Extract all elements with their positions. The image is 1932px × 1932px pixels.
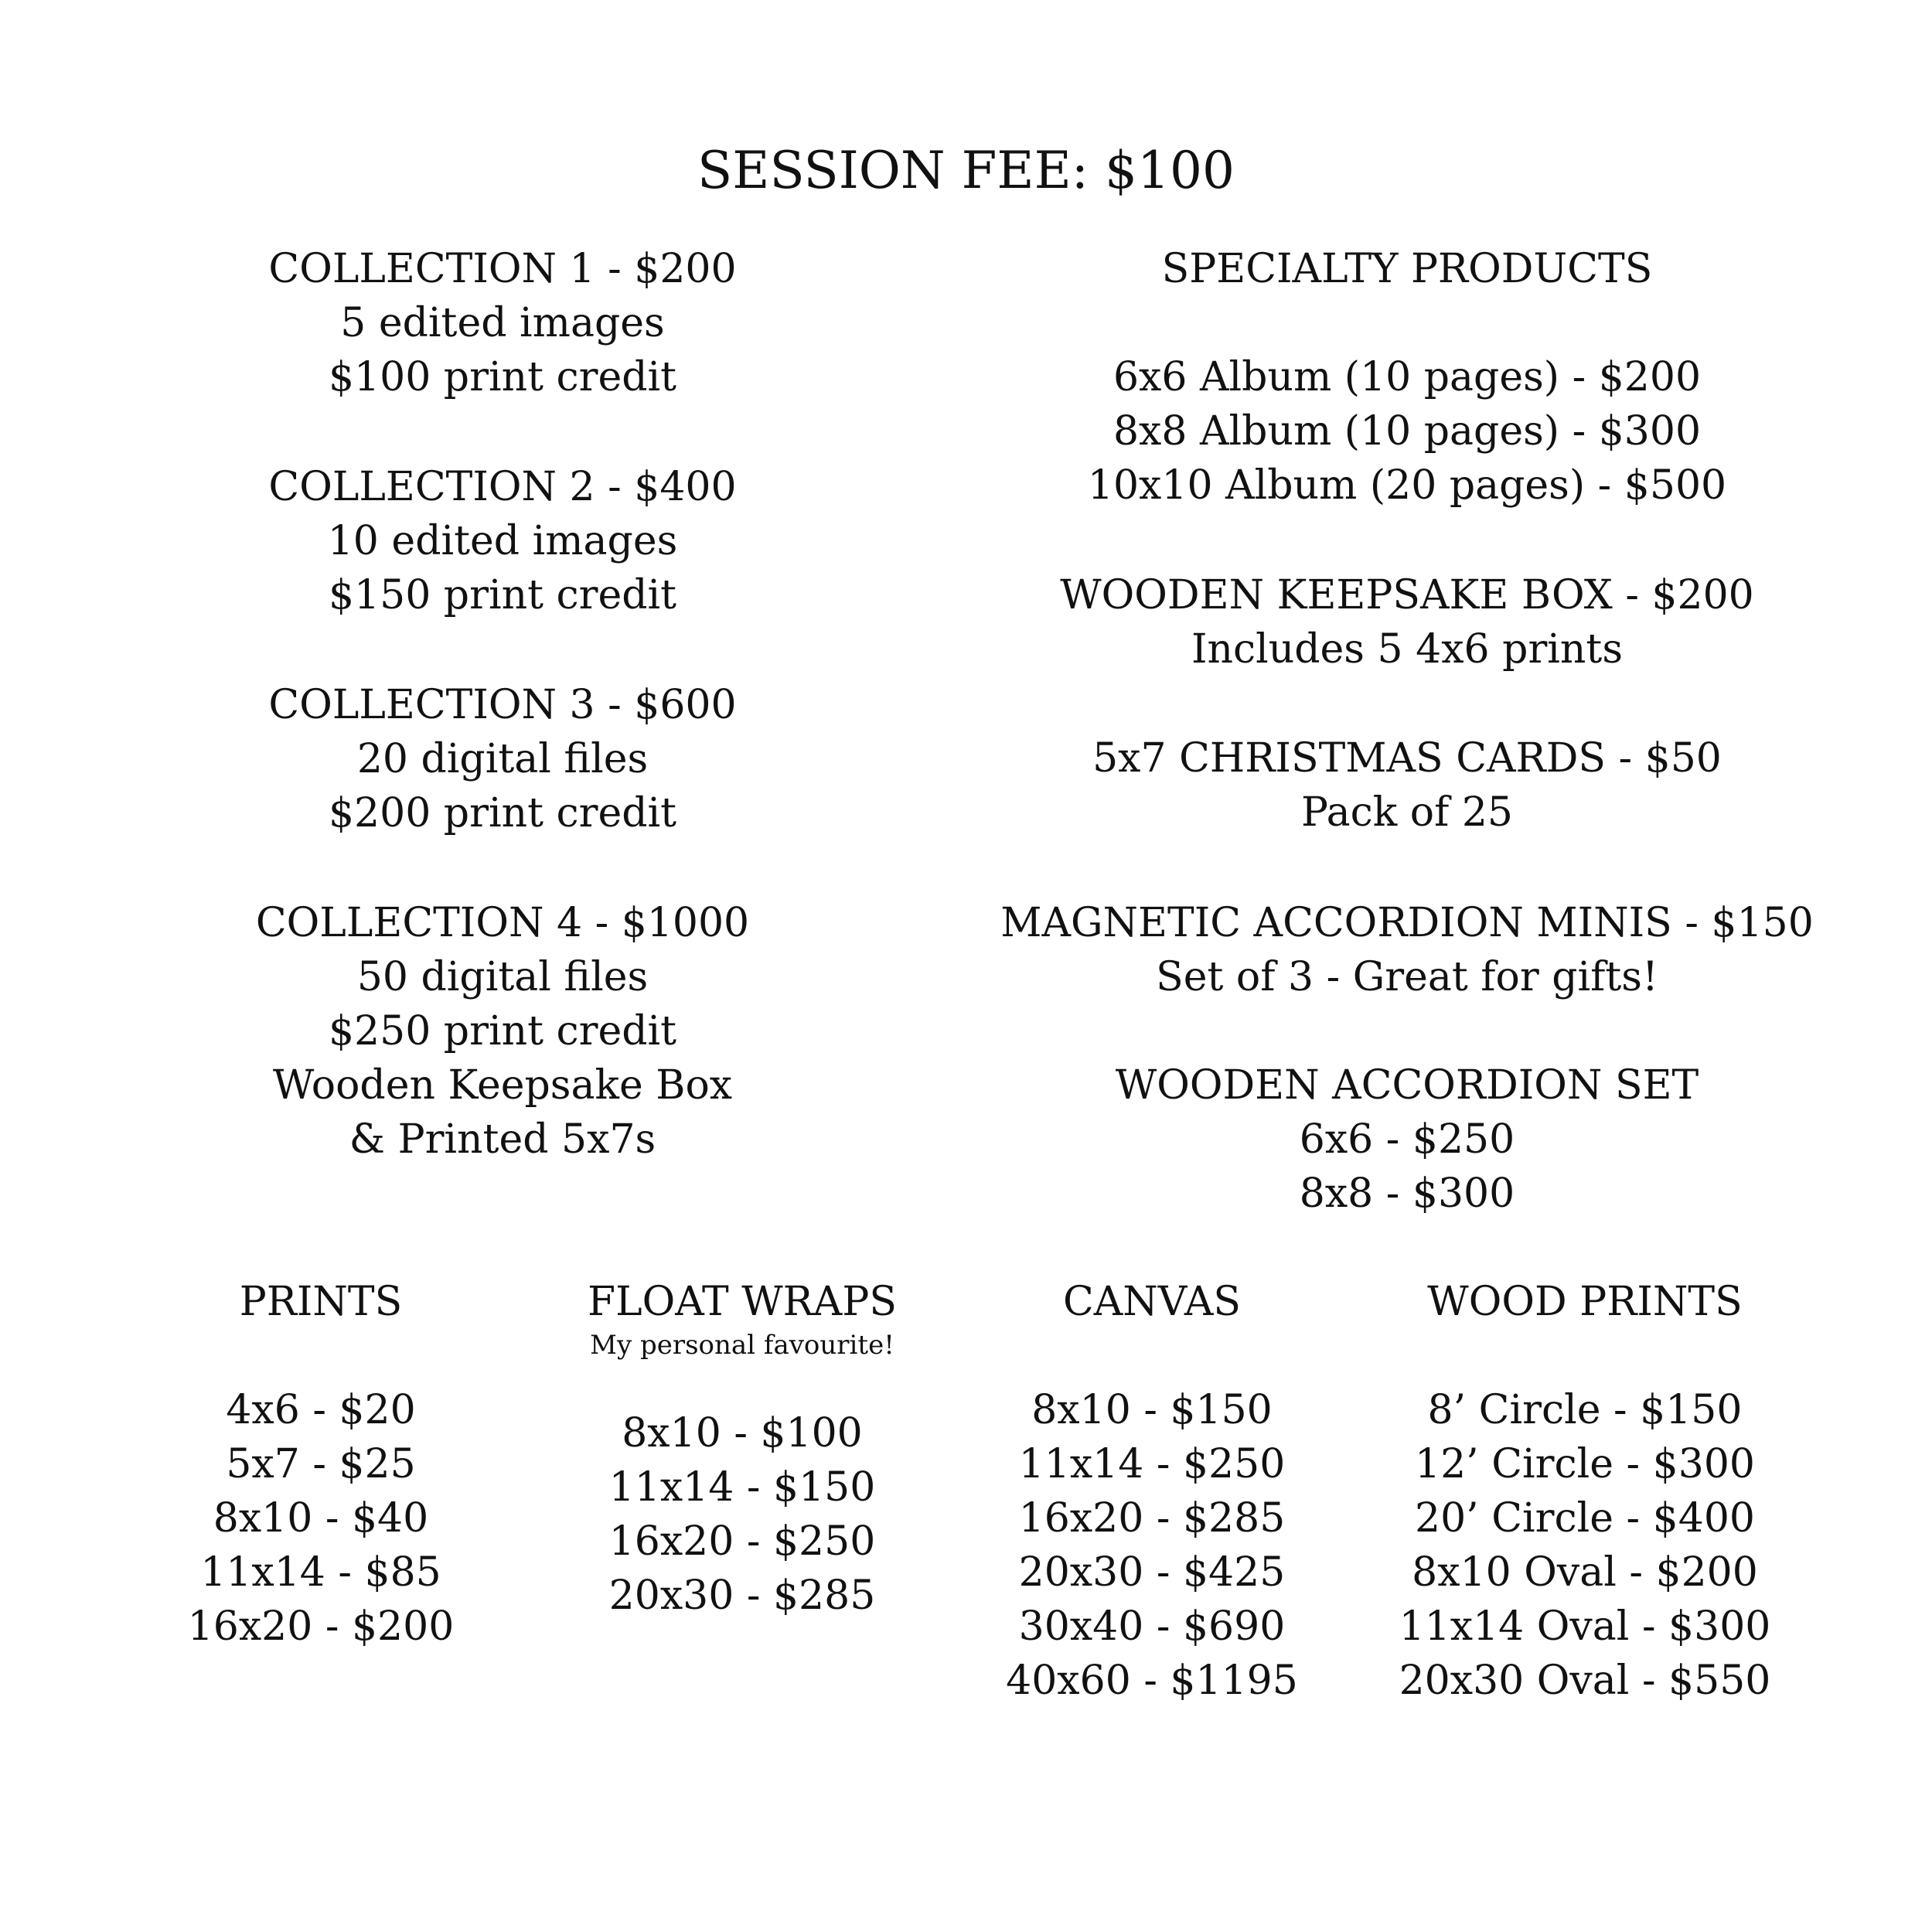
collection-3-line: 20 digital files — [356, 736, 649, 782]
album-item: 8x8 Album (10 pages) - $300 — [1113, 408, 1702, 455]
accordion-minis-title: MAGNETIC ACCORDION MINIS - $150 — [1000, 900, 1814, 946]
wooden-accordion-item: 6x6 - $250 — [1299, 1116, 1515, 1163]
price-item: 11x14 - $150 — [608, 1464, 876, 1511]
price-item: 8’ Circle - $150 — [1427, 1387, 1743, 1433]
price-item: 16x20 - $200 — [187, 1603, 455, 1650]
price-item: 8x10 - $100 — [622, 1410, 863, 1457]
price-item: 12’ Circle - $300 — [1415, 1441, 1755, 1487]
price-item: 8x10 Oval - $200 — [1412, 1549, 1758, 1596]
wooden-accordion-item: 8x8 - $300 — [1299, 1170, 1515, 1217]
price-item: 8x10 - $40 — [213, 1495, 429, 1542]
canvas-column — [997, 0, 1307, 1739]
price-item: 40x60 - $1195 — [1006, 1658, 1298, 1704]
price-item: 20x30 - $285 — [608, 1573, 876, 1619]
price-item: 11x14 Oval - $300 — [1399, 1603, 1771, 1650]
specialty-title: SPECIALTY PRODUCTS — [1161, 246, 1653, 292]
keepsake-box-title: WOODEN KEEPSAKE BOX - $200 — [1060, 572, 1754, 618]
collection-2-line: $150 print credit — [328, 572, 677, 618]
album-item: 10x10 Album (20 pages) - $500 — [1087, 462, 1727, 509]
price-item: 20’ Circle - $400 — [1415, 1495, 1755, 1542]
wood-prints-title: WOOD PRINTS — [1427, 1279, 1743, 1325]
wooden-accordion-title: WOODEN ACCORDION SET — [1115, 1062, 1699, 1109]
christmas-cards-title: 5x7 CHRISTMAS CARDS - $50 — [1092, 735, 1722, 782]
collection-3-line: $200 print credit — [328, 790, 677, 837]
collection-2-line: 10 edited images — [327, 518, 678, 564]
collection-3-title: COLLECTION 3 - $600 — [268, 682, 737, 728]
price-item: 16x20 - $250 — [608, 1518, 876, 1565]
float-wraps-subtitle: My personal favourite! — [590, 1330, 894, 1361]
price-item: 11x14 - $250 — [1018, 1441, 1286, 1487]
price-item: 11x14 - $85 — [200, 1549, 441, 1596]
price-item: 30x40 - $690 — [1018, 1603, 1286, 1650]
collection-2-title: COLLECTION 2 - $400 — [268, 464, 737, 510]
float-wraps-title: FLOAT WRAPS — [588, 1279, 897, 1325]
price-item: 8x10 - $150 — [1031, 1387, 1273, 1433]
prints-title: PRINTS — [239, 1279, 403, 1325]
price-item: 20x30 Oval - $550 — [1399, 1658, 1771, 1704]
collection-1-title: COLLECTION 1 - $200 — [268, 246, 737, 292]
wood-prints-column — [1384, 0, 1786, 1739]
price-item: 4x6 - $20 — [226, 1387, 416, 1433]
price-item: 20x30 - $425 — [1018, 1549, 1286, 1596]
collection-4-line: & Printed 5x7s — [349, 1116, 656, 1163]
accordion-minis-note: Set of 3 - Great for gifts! — [1156, 954, 1658, 1000]
collection-1-line: $100 print credit — [328, 354, 677, 400]
prints-column — [166, 0, 475, 1701]
collection-4-line: Wooden Keepsake Box — [272, 1062, 733, 1109]
collection-4-line: $250 print credit — [328, 1008, 677, 1055]
album-item: 6x6 Album (10 pages) - $200 — [1113, 354, 1702, 400]
christmas-cards-note: Pack of 25 — [1300, 789, 1514, 836]
collection-4-line: 50 digital files — [356, 954, 649, 1000]
float-wraps-column — [572, 0, 912, 1701]
price-item: 16x20 - $285 — [1018, 1495, 1286, 1542]
keepsake-box-note: Includes 5 4x6 prints — [1191, 626, 1624, 673]
collection-4-title: COLLECTION 4 - $1000 — [255, 900, 750, 946]
canvas-title: CANVAS — [1062, 1279, 1242, 1325]
price-item: 5x7 - $25 — [226, 1441, 416, 1487]
session-fee-heading: SESSION FEE: $100 — [697, 141, 1235, 200]
collection-1-line: 5 edited images — [340, 300, 665, 346]
